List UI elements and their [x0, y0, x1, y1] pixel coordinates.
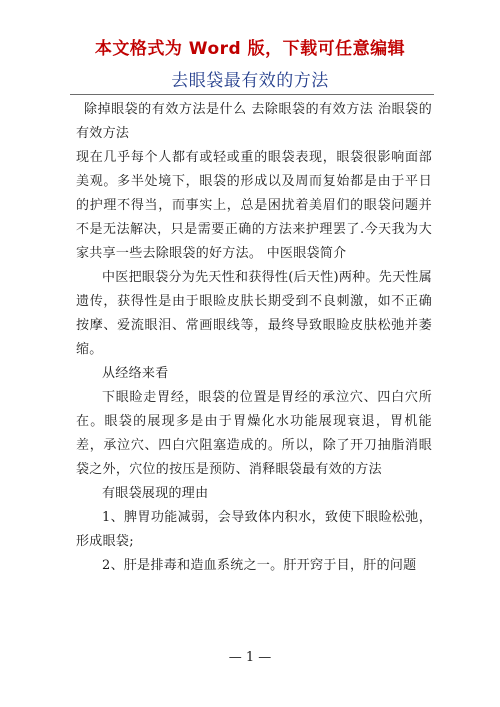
- format-banner: 本文格式为 Word 版，下载可任意编辑: [94, 39, 406, 59]
- paragraph-tcm: 中医把眼袋分为先天性和获得性(后天性)两种。先天性属遗传，获得性是由于眼睑皮肤长期受到不良刺激，如不正确按摩、爱流眼泪、常画眼线等，最终导致眼睑皮肤松弛并萎缩。: [76, 270, 432, 357]
- section-heading-causes: 有眼袋展现的理由: [102, 486, 209, 501]
- keyword-line: 除掉眼袋的有效方法是什么 去除眼袋的有效方法 治眼袋的有效方法: [76, 102, 432, 141]
- page-number: — 1 —: [228, 650, 272, 665]
- title-divider: [70, 94, 434, 95]
- list-item-cause-1: 1、脾胃功能减弱，会导致体内积水，致使下眼睑松弛，形成眼袋;: [76, 510, 432, 549]
- section-heading-meridian: 从经络来看: [102, 366, 169, 381]
- document-body: [76, 98, 432, 578]
- document-title: 去眼袋最有效的方法: [171, 71, 329, 91]
- paragraph-intro: 现在几乎每个人都有或轻或重的眼袋表现，眼袋很影响面部美观。多半处境下，眼袋的形成以及周而复始都是由于平日的护理不得当，而事实上，总是困扰着美眉们的眼袋问题并不是无法解决，只是需要正确的方法来护理罢了.今天我为大家共享一些去除眼袋的好方法。 中医眼袋简介: [76, 150, 432, 261]
- paragraph-meridian: 下眼睑走胃经，眼袋的位置是胃经的承泣穴、四白穴所在。眼袋的展现多是由于胃燥化水功能展现衰退，胃机能差，承泣穴、四白穴阻塞造成的。所以，除了开刀抽脂消眼袋之外，穴位的按压是预防、消释眼袋最有效的方法: [76, 390, 432, 477]
- list-item-cause-2: 2、肝是排毒和造血系统之一。肝开窍于目，肝的问题: [102, 558, 417, 573]
